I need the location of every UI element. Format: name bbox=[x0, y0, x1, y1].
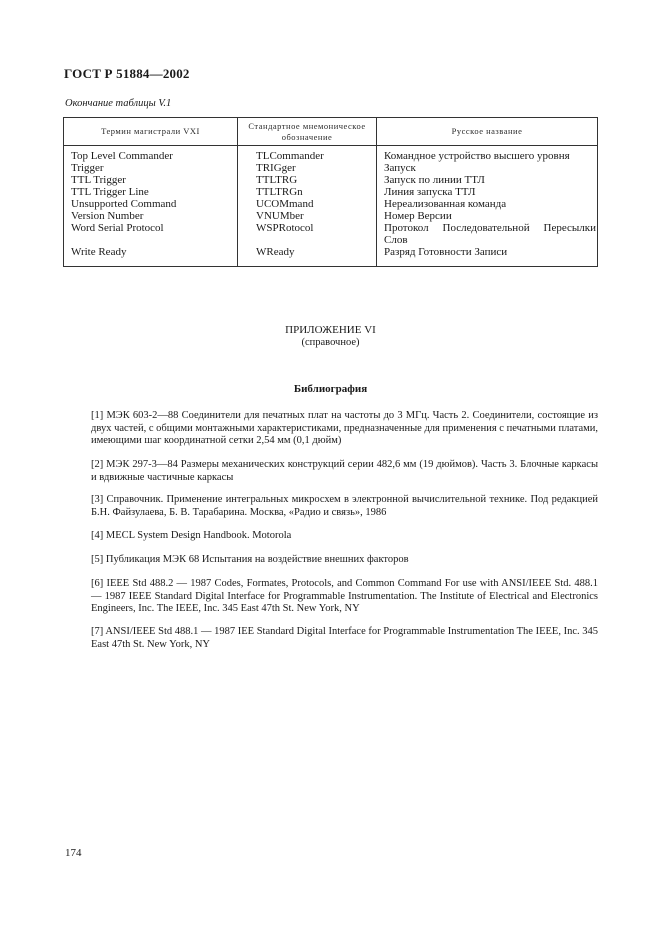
reference-text: IEEE Std 488.2 — 1987 Codes, Formates, Protocols, and Common Command For use with ANSI/IEEE Std. 488.1 — 1987 IEEE Standard Digital Interface for Programmable Instrumentation. The Institute of Electrical and Electronics Engineers, Inc. The IEEE, Inc. 345 East 47th St. New York, NY bbox=[91, 578, 598, 614]
bibliography-entry bbox=[91, 530, 598, 543]
reference-number: [6] bbox=[91, 578, 104, 589]
table-cell-term: Word Serial Protocol bbox=[71, 222, 164, 234]
reference-text: ANSI/IEEE Std 488.1 — 1987 IEE Standard Digital Interface for Programmable Instrumentation The IEEE, Inc. 345 East 47th St. New York, NY bbox=[91, 626, 598, 650]
appendix-title: ПРИЛОЖЕНИЕ VI bbox=[285, 324, 376, 336]
reference-number: [1] bbox=[91, 410, 104, 421]
reference-number: [4] bbox=[91, 530, 104, 541]
column-vxi-terms bbox=[71, 150, 235, 258]
reference-number: [7] bbox=[91, 626, 104, 637]
terms-table bbox=[63, 117, 598, 267]
bibliography-entry bbox=[91, 459, 598, 484]
table-cell-mnemonic: TLCommander bbox=[256, 150, 324, 162]
reference-number: [5] bbox=[91, 554, 104, 565]
appendix-subtitle: (справочное) bbox=[301, 337, 360, 348]
header-russian-name: Русское название bbox=[451, 126, 523, 136]
reference-text: МЭК 297-3—84 Размеры механических конструкций серии 482,6 мм (19 дюймов). Часть 3. Блочные каркасы и вдвижные частичные каркасы bbox=[91, 459, 598, 483]
table-cell-russian: Запуск bbox=[384, 162, 416, 174]
table-cell-mnemonic: TTLTRGn bbox=[256, 186, 303, 198]
table-cell-term: TTL Trigger bbox=[71, 174, 126, 186]
table-cell-term: Trigger bbox=[71, 162, 104, 174]
table-cell-russian: Запуск по линии ТТЛ bbox=[384, 174, 485, 186]
table-cell-mnemonic: VNUMber bbox=[256, 210, 304, 222]
bibliography-entry bbox=[91, 410, 598, 448]
table-cell-russian: Командное устройство высшего уровня bbox=[384, 150, 570, 162]
table-cell-russian: Линия запуска ТТЛ bbox=[384, 186, 476, 198]
reference-text: МЭК 603-2—88 Соединители для печатных плат на частоты до 3 МГц. Часть 2. Соединители, состоящие из двух частей, с общими монтажными характеристиками, предназначенные для применения с печатными платами, имеющими шаг координатной сетки 2,54 мм (0,1 дюйм) bbox=[91, 410, 598, 446]
table-cell-russian: Разряд Готовности Записи bbox=[384, 246, 508, 258]
document-code: ГОСТ Р 51884—2002 bbox=[64, 66, 190, 81]
table-cell-term: Version Number bbox=[71, 210, 144, 222]
table-cell-russian: Протокол Последовательной Пересылки Слов bbox=[384, 222, 596, 246]
reference-text: Справочник. Применение интегральных микросхем в электронной вычислительной технике. Под редакцией Б.Н. Файзулаева, Б. В. Тарабарина. Москва, «Радио и связь», 1986 bbox=[91, 494, 599, 518]
table-cell-mnemonic: TTLTRG bbox=[256, 174, 298, 186]
column-russian-names bbox=[384, 150, 596, 258]
bibliography-entry bbox=[91, 578, 598, 616]
bibliography-entry bbox=[91, 494, 598, 519]
table-cell-term: TTL Trigger Line bbox=[71, 186, 149, 198]
bibliography-entry bbox=[91, 554, 598, 567]
reference-text: Публикация МЭК 68 Испытания на воздействие внешних факторов bbox=[105, 554, 409, 565]
table-cell-mnemonic: TRIGger bbox=[256, 162, 296, 174]
table-cell-mnemonic: UCOMmand bbox=[256, 198, 314, 210]
header-mnemonic: Стандартное мнемоническое обозначение bbox=[248, 120, 366, 142]
table-caption: Окончание таблицы V.1 bbox=[65, 98, 172, 109]
reference-number: [2] bbox=[91, 459, 104, 470]
table-cell-term: Write Ready bbox=[71, 246, 127, 258]
table-cell-russian: Нереализованная команда bbox=[384, 198, 507, 210]
page-number: 174 bbox=[65, 847, 82, 859]
table-cell-mnemonic: WSPRotocol bbox=[256, 222, 314, 234]
table-cell-mnemonic: WReady bbox=[256, 246, 295, 258]
column-mnemonics bbox=[256, 150, 374, 258]
bibliography-title: Библиография bbox=[293, 383, 368, 395]
column-divider bbox=[237, 118, 238, 266]
table-cell-russian: Номер Версии bbox=[384, 210, 452, 222]
table-cell-term: Top Level Commander bbox=[71, 150, 173, 162]
reference-number: [3] bbox=[91, 494, 104, 505]
table-cell-term: Unsupported Command bbox=[71, 198, 177, 210]
table-header-row bbox=[64, 118, 597, 146]
bibliography-entry bbox=[91, 626, 598, 651]
column-divider bbox=[376, 118, 377, 266]
header-vxi-term: Термин магистрали VXI bbox=[101, 126, 200, 136]
reference-text: MECL System Design Handbook. Motorola bbox=[105, 530, 292, 541]
